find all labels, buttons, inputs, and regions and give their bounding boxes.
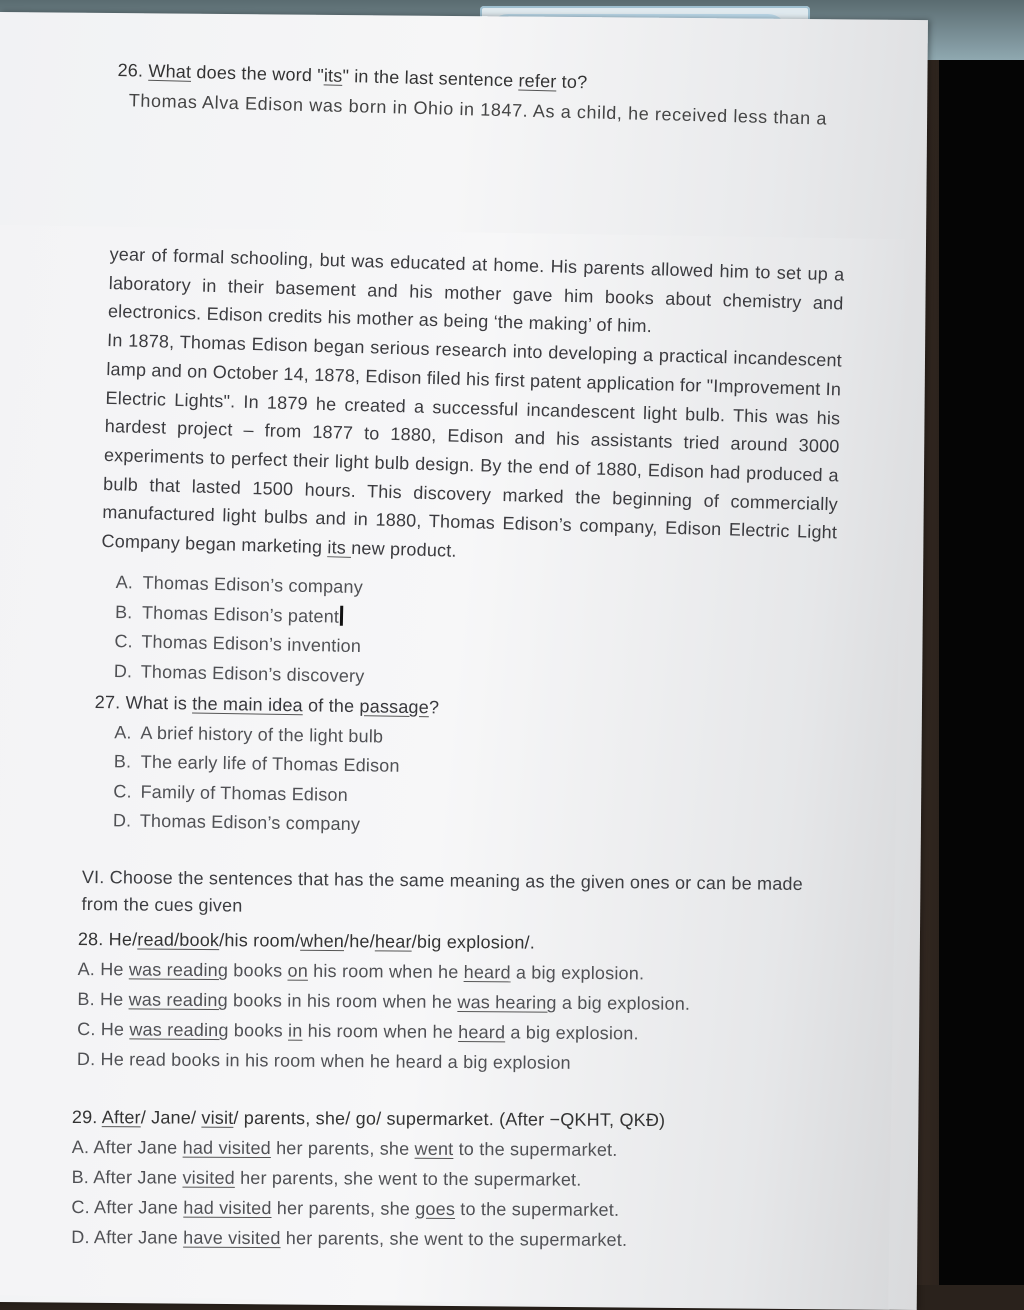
opt-part: books in his room when he [227, 990, 458, 1012]
stem-part: /he/ [343, 931, 375, 952]
background-black-edge [939, 0, 1024, 1285]
stem-part: ? [428, 697, 440, 718]
opt-part: heard [463, 962, 511, 983]
opt-part: a big explosion. [510, 962, 645, 984]
option-text: Thomas Edison’s invention [141, 631, 362, 657]
stem-part: What [148, 60, 192, 82]
option-a [72, 1132, 832, 1166]
option-text: The early life of Thomas Edison [140, 751, 400, 776]
stem-part: 28. He/ [77, 928, 138, 950]
option-letter: B. [114, 601, 133, 622]
opt-part: books [228, 1020, 289, 1041]
opt-part: B. He [77, 988, 129, 1010]
option-text: Thomas Edison’s discovery [140, 661, 365, 686]
option-letter: C. [113, 780, 132, 802]
opt-part: on [287, 960, 309, 981]
question-29-stem [72, 1102, 832, 1136]
stem-part: does the word " [190, 61, 325, 86]
option-d [71, 1222, 831, 1256]
opt-part: C. After Jane [71, 1196, 184, 1218]
option-text: Thomas Edison’s patent [141, 602, 340, 627]
opt-part: to the supermarket. [453, 1138, 618, 1160]
passage-paragraph-2 [101, 326, 842, 576]
question-26-options [114, 568, 616, 696]
text-cursor [340, 605, 343, 625]
opt-part: his room when he [302, 1020, 459, 1042]
opt-part: D. After Jane [71, 1226, 184, 1248]
stem-part: of the [302, 695, 360, 717]
stem-part: / parents, she/ go/ supermarket. (After −QKHT, QKĐ) [233, 1107, 666, 1131]
passage-text: In 1878, Thomas Edison began serious research into developing a practical incandescent lamp and on October 14, 1878, Edison filed his first patent application for "Improvement In Electric Lights". In 1879 he created a successful incandescent light bulb. This was his hardest project – from 1877 to 1880, Edison and his assistants tried around 3000 experiments to perfect their light bulb design. By the end of 1880, Edison had produced a bulb that lasted 1500 hours. This discovery marked the beginning of commercially manufactured light bulbs and in 1880, Thomas Edison’s company, Edison Electric Light Company began marketing [101, 330, 843, 558]
passage-text-end: new product. [350, 537, 457, 561]
opt-part: books [228, 960, 288, 981]
section-6-heading: VI. Choose the sentences that has the same meaning as the given ones or can be made from the cues given [81, 866, 803, 916]
stem-part: to? [556, 71, 588, 93]
passage-paragraph-1: year of formal schooling, but was educated at home. His parents allowed him to set up a laboratory in their basement and his mother gave him books about chemistry and electronics. Edison credits his mother as being ‘the making’ of him. [107, 243, 845, 337]
stem-part: 27. What is [94, 691, 193, 714]
stem-part: " in the last sentence [342, 65, 519, 91]
stem-part: passage [359, 696, 430, 718]
option-text: Thomas Edison’s company [142, 572, 364, 598]
opt-part: a big explosion. [505, 1022, 639, 1044]
option-b [72, 1162, 832, 1196]
stem-part: read/book [137, 929, 220, 951]
stem-part: After [101, 1107, 141, 1128]
stem-part: refer [518, 70, 557, 92]
option-text: Family of Thomas Edison [140, 781, 349, 805]
stem-part: 29. [71, 1106, 102, 1128]
opt-part: have visited [183, 1227, 281, 1249]
opt-part: was reading [129, 1019, 229, 1041]
stem-part: / Jane/ [140, 1107, 202, 1128]
question-28 [77, 924, 838, 1080]
opt-part: heard [458, 1021, 506, 1043]
question-27 [93, 688, 695, 845]
stem-part: /big explosion/. [411, 931, 536, 953]
opt-part: was reading [128, 989, 228, 1011]
stem-part: when [300, 930, 345, 952]
opt-part: her parents, she went to the supermarket. [280, 1228, 628, 1250]
option-text: A brief history of the light bulb [140, 722, 384, 747]
opt-part: A. After Jane [71, 1136, 183, 1158]
option-letter: C. [114, 630, 134, 652]
option-letter: D. [112, 810, 132, 831]
opt-part: was reading [128, 959, 229, 981]
option-letter: D. [113, 660, 133, 681]
stem-part: the main idea [192, 693, 304, 716]
stem-part: its [323, 65, 343, 86]
question-29 [71, 1102, 832, 1256]
stem-part: visit [201, 1107, 234, 1128]
opt-part: her parents, she went to the supermarket. [234, 1167, 582, 1190]
opt-part: her parents, she [271, 1198, 416, 1219]
opt-part: went [414, 1138, 454, 1159]
opt-part: her parents, she [270, 1138, 415, 1159]
stem-part: /his room/ [219, 930, 301, 951]
opt-part: visited [182, 1167, 235, 1188]
passage-its: its [327, 537, 352, 558]
option-letter: B. [113, 751, 132, 772]
opt-part: to the supermarket. [455, 1199, 620, 1220]
opt-part: his room when he [307, 960, 464, 983]
opt-part: A. He [77, 958, 129, 980]
opt-part: a big explosion. [556, 992, 691, 1014]
opt-part: had visited [183, 1197, 272, 1219]
option-text: Thomas Edison’s company [139, 810, 361, 835]
option-letter: A. [115, 571, 134, 593]
option-letter: A. [114, 721, 132, 743]
option-d: D. He read books in his room when he heard a big explosion [76, 1048, 571, 1073]
opt-part: C. He [77, 1018, 130, 1040]
opt-part: B. After Jane [71, 1166, 183, 1188]
question-number: 26. [117, 59, 144, 81]
stem-part: hear [374, 931, 412, 952]
opt-part: in [288, 1020, 303, 1041]
passage-intro: Thomas Alva Edison was born in Ohio in 1847. As a child, he received less than a [128, 90, 828, 129]
opt-part: goes [415, 1198, 456, 1220]
option-c [71, 1192, 831, 1226]
opt-part: was hearing [457, 991, 557, 1013]
reading-passage [101, 240, 845, 576]
opt-part: had visited [182, 1137, 271, 1159]
